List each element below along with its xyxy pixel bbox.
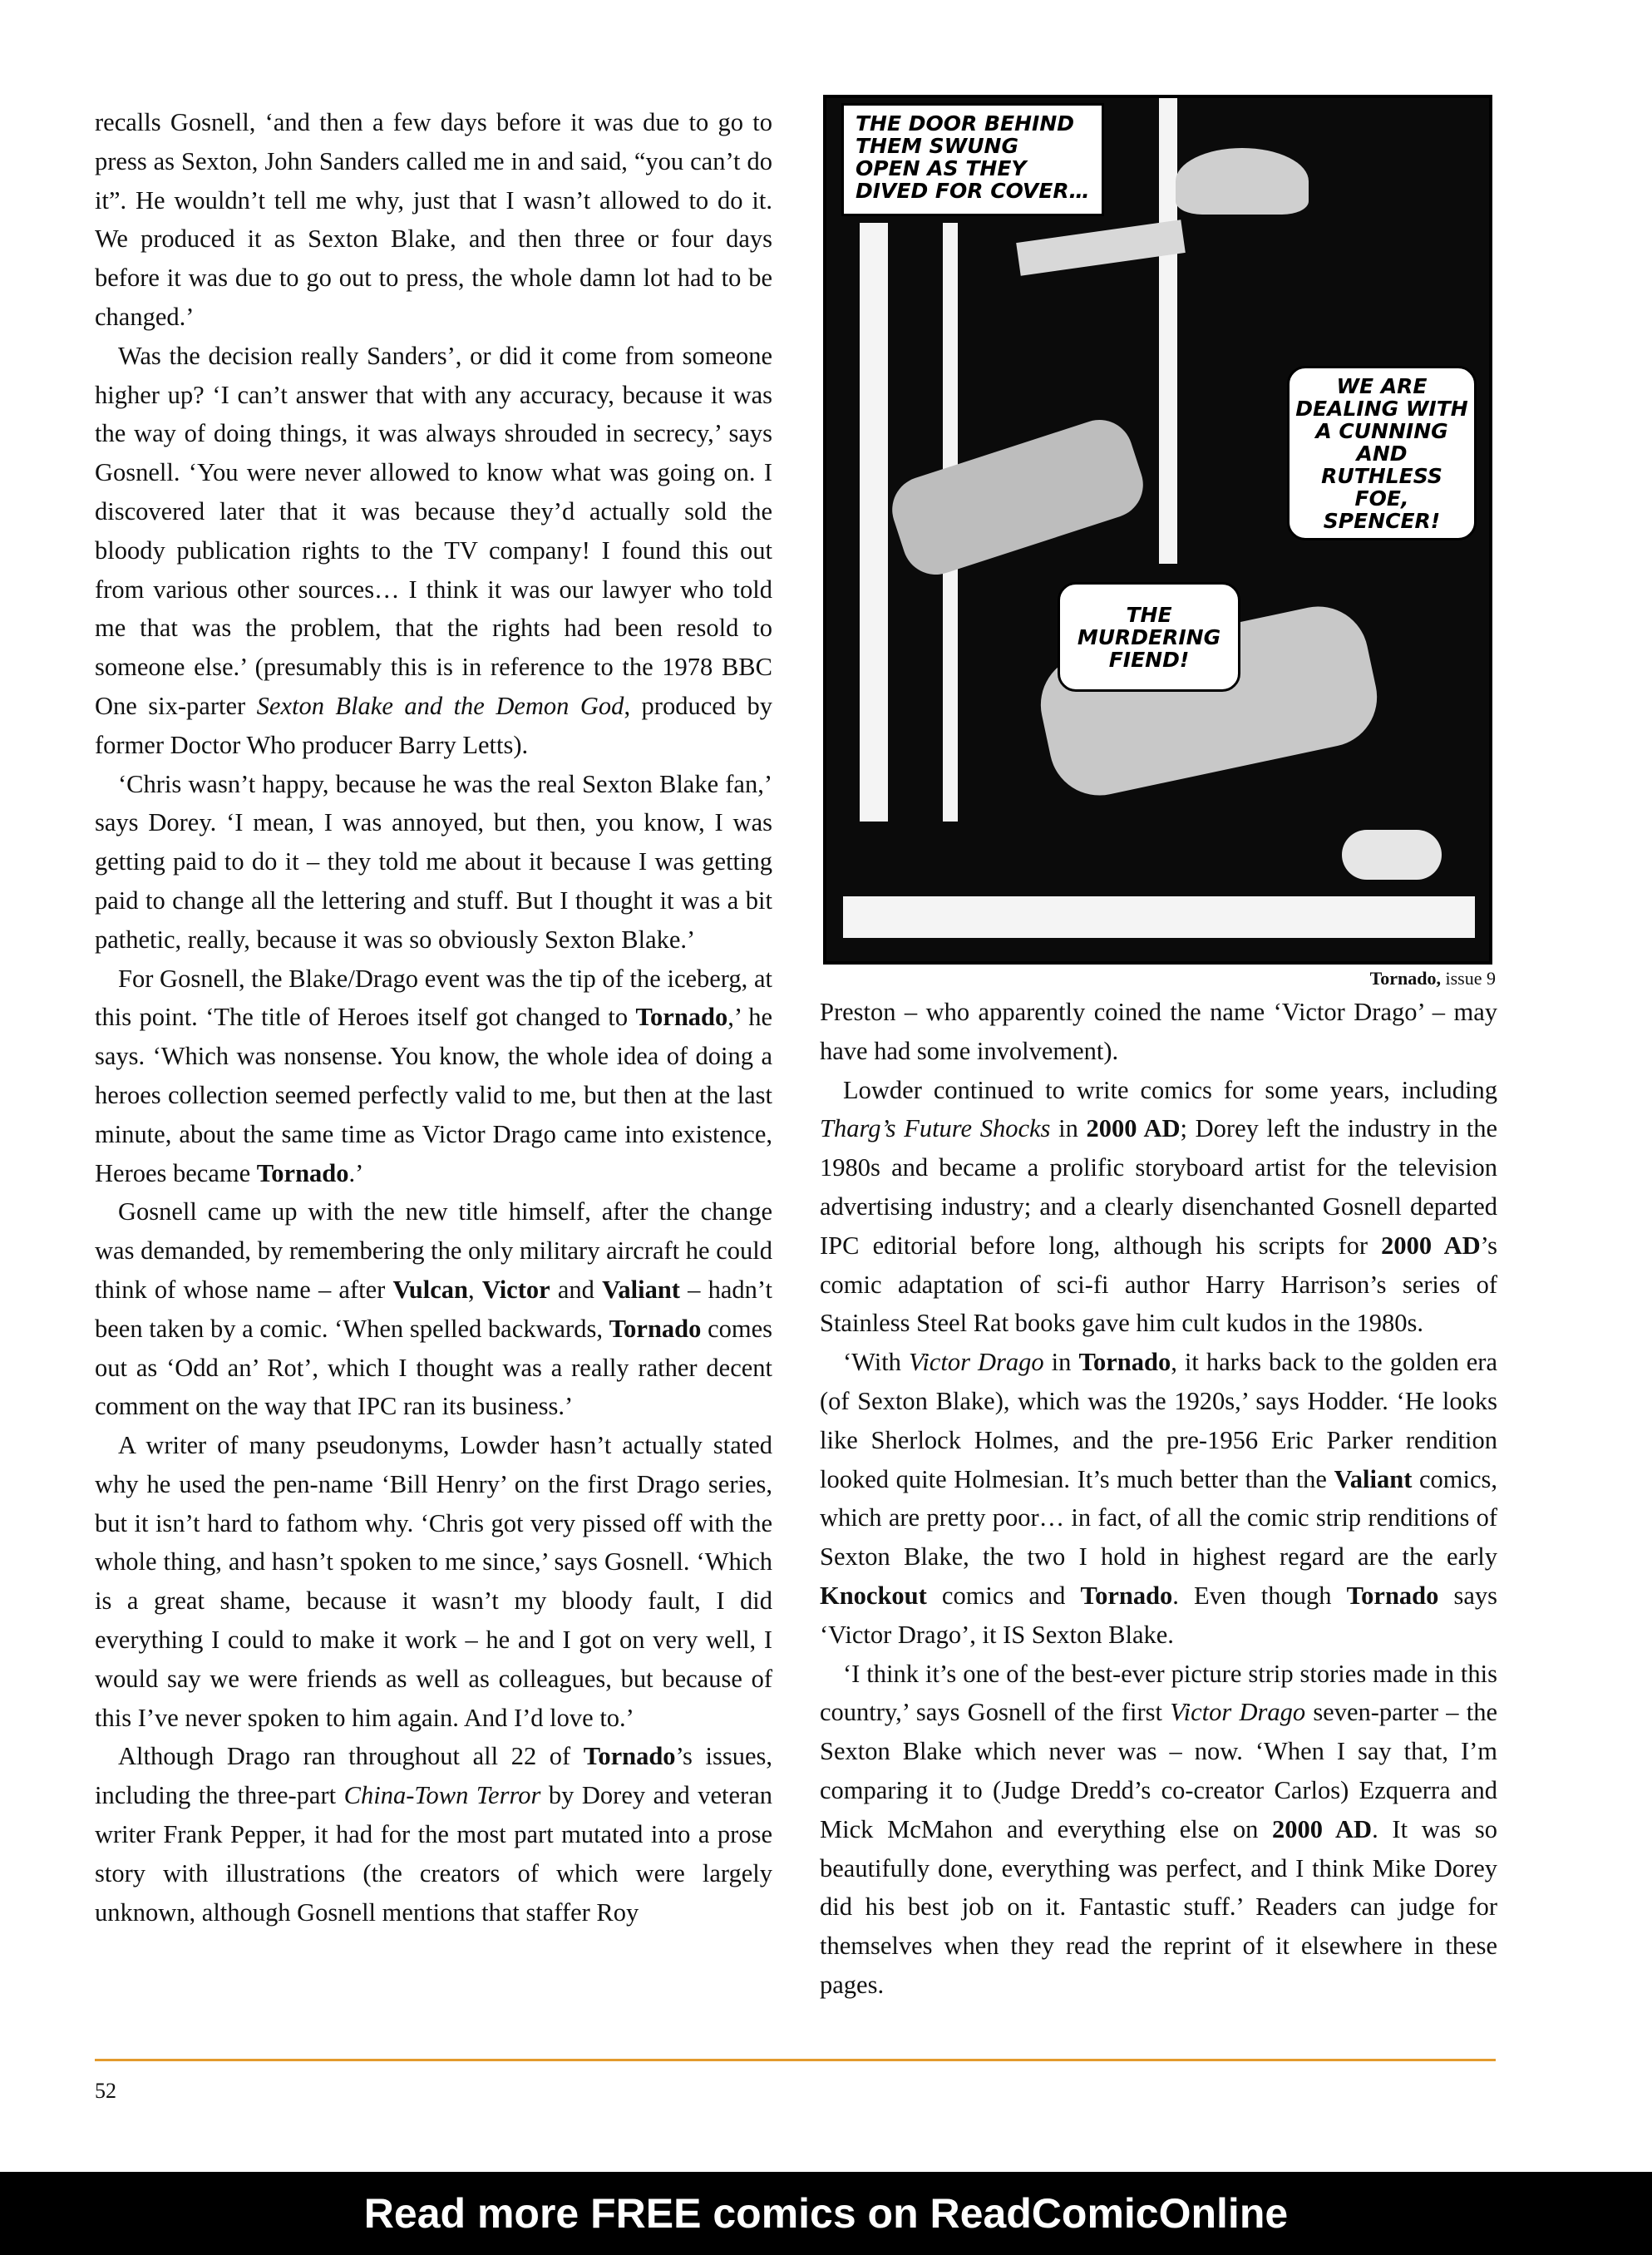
bold-text: 2000 AD <box>1272 1814 1373 1843</box>
bold-text: Knockout <box>820 1581 927 1610</box>
left-text-column <box>95 103 772 1932</box>
bold-text: Tornado <box>583 1742 676 1771</box>
italic-title: Victor Drago <box>1170 1698 1306 1727</box>
figure-leg <box>884 412 1151 584</box>
text-run: in <box>1043 1348 1079 1377</box>
caption-title: Tornado, <box>1369 968 1441 989</box>
text-run: Gosnell came up with the new title himself, after the change was demanded, by remembering the only military aircraft he could think of whose name – after <box>95 1197 772 1304</box>
door-post <box>1159 98 1177 564</box>
right-text-column <box>820 993 1497 2005</box>
bold-text: Tornado <box>635 1003 728 1032</box>
comic-caption-box: THE DOOR BEHIND THEM SWUNG OPEN AS THEY DIVED FOR COVER… <box>841 103 1104 216</box>
bold-text: Tornado <box>1078 1348 1171 1377</box>
text-run: , <box>467 1275 482 1304</box>
paragraph <box>820 1655 1497 2005</box>
paragraph <box>95 337 772 765</box>
text-run: ; Dorey left the industry in the 1980s and became a prolific storyboard artist for the television advertising industry; and a clearly disenchanted Gosnell departed IPC editorial before long, although his scripts for <box>820 1114 1498 1260</box>
bold-text: Tornado <box>609 1314 702 1343</box>
text-run: comics and <box>926 1581 1081 1610</box>
image-caption <box>1370 968 1496 989</box>
door-frame-left <box>860 223 888 822</box>
speech-balloon-text: WE ARE DEALING WITH A CUNNING AND RUTHLESS FOE, SPENCER! <box>1295 373 1468 533</box>
text-run: ’s issues, including the three-part <box>95 1742 772 1810</box>
speech-balloon-1 <box>1287 366 1477 540</box>
paragraph <box>820 993 1497 1071</box>
paragraph <box>95 960 772 1193</box>
speech-balloon-text: THE MURDERING FIEND! <box>1077 602 1221 672</box>
text-run: comes out as ‘Odd an’ Rot’, which I thought was a really rather decent comment on the way that IPC ran its business.’ <box>95 1314 772 1421</box>
text-run: For Gosnell, the Blake/Drago event was the tip of the iceberg, at this point. ‘The title of Heroes itself got changed to <box>95 964 772 1032</box>
paragraph <box>820 1343 1497 1654</box>
text-run: ‘With <box>843 1348 909 1377</box>
text-run: . Even though <box>1172 1581 1347 1610</box>
text-run: ’s comic adaptation of sci-fi author Harry Harrison’s series of Stainless Steel Rat books gave him cult kudos in the 1980s. <box>820 1231 1497 1338</box>
promo-banner-text[interactable]: Read more FREE comics on ReadComicOnline <box>363 2190 1289 2237</box>
paragraph <box>95 1426 772 1737</box>
text-run: ‘Chris wasn’t happy, because he was the real Sexton Blake fan,’ says Dorey. ‘I mean, I was annoyed, but then, you know, I was getting paid to do it – they told me about it because I was getting paid to change all the lettering and stuff. But I thought it was a bit pathetic, really, because it was so obviously Sexton Blake.’ <box>95 769 772 954</box>
bold-text: Victor <box>481 1275 550 1304</box>
page-number: 52 <box>95 2079 116 2103</box>
text-run: Was the decision really Sanders’, or did it come from someone higher up? ‘I can’t answer that with any accuracy, because it was the way of doing things, it was always shrouded in secrecy,’ says Gosnell. ‘You were never allowed to know what was going on. I discovered later that it was because they’d actually sold the bloody publication rights to the TV company! I found this out from various other sources… I think it was our lawyer who told me that was the problem, that the rights had been resold to someone else.’ (presumably this is in reference to the 1978 BBC One six-parter <box>95 341 772 720</box>
italic-title: Tharg’s Future Shocks <box>820 1114 1051 1143</box>
text-run: Although Drago ran throughout all 22 of <box>118 1742 584 1771</box>
bold-text: Vulcan <box>392 1275 468 1304</box>
floor <box>843 896 1475 938</box>
paragraph <box>95 1192 772 1426</box>
text-run: says ‘Victor Drago’, it IS Sexton Blake. <box>820 1581 1497 1649</box>
text-run: – hadn’t been taken by a comic. ‘When spelled backwards, <box>95 1275 773 1343</box>
text-run: .’ <box>348 1158 364 1187</box>
bold-text: Valiant <box>602 1275 680 1304</box>
bold-text: Valiant <box>1334 1464 1413 1493</box>
speech-balloon-2 <box>1058 582 1240 692</box>
paragraph <box>95 103 772 337</box>
bold-text: Tornado <box>1080 1581 1173 1610</box>
italic-title: Sexton Blake and the Demon God <box>256 691 624 720</box>
text-run: seven-parter – the Sexton Blake which never was – now. ‘When I say that, I’m comparing it to (Judge Dredd’s co-creator Carlos) Ezquerra and Mick McMahon and everything else on <box>820 1698 1497 1843</box>
text-run: by Dorey and veteran writer Frank Pepper, it had for the most part mutated into a prose story with illustrations (the creators of which were largely unknown, although Gosnell mentions that staffer Roy <box>95 1781 772 1927</box>
text-run: in <box>1050 1114 1087 1143</box>
text-run: . It was so beautifully done, everything was perfect, and I think Mike Dorey did his best job on it. Fantastic stuff.’ Readers can judge for themselves when they read the reprint of it elsewhere in these pages. <box>820 1814 1497 1999</box>
text-run: ,’ he says. ‘Which was nonsense. You know, the whole idea of doing a heroes collection seemed perfectly valid to me, but then at the last minute, about the same time as Victor Drago came into existence, Heroes became <box>95 1003 772 1187</box>
paragraph <box>95 1737 772 1932</box>
footer-rule <box>95 2059 1496 2061</box>
text-run: A writer of many pseudonyms, Lowder hasn’t actually stated why he used the pen-name ‘Bill Henry’ on the first Drago series, but it isn’t hard to fathom why. ‘Chris got very pissed off with the whole thing, and hasn’t spoken to me since,’ says Gosnell. ‘Which is a great shame, because it wasn’t my bloody fault, I did everything I could to make it work – he and I got on very well, I would say we were friends as well as colleagues, but because of this I’ve never spoken to him again. And I’d love to.’ <box>95 1431 772 1732</box>
caption-detail: issue 9 <box>1441 968 1496 989</box>
promo-banner[interactable] <box>0 2172 1652 2255</box>
bold-text: Tornado <box>1346 1581 1439 1610</box>
paragraph <box>95 765 772 960</box>
text-run: Preston – who apparently coined the name ‘Victor Drago’ – may have had some involvement). <box>820 998 1497 1065</box>
text-run: and <box>550 1275 603 1304</box>
bold-text: Tornado <box>256 1158 349 1187</box>
bold-text: 2000 AD <box>1086 1114 1181 1143</box>
figure-hat <box>1176 148 1309 215</box>
bold-text: 2000 AD <box>1381 1231 1481 1260</box>
paragraph <box>820 1071 1497 1344</box>
text-run: comics, which are pretty poor… in fact, of all the comic strip renditions of Sexton Blake, the two I hold in highest regard are the early <box>820 1464 1497 1572</box>
text-run: recalls Gosnell, ‘and then a few days before it was due to go to press as Sexton, John Sanders called me in and said, “you can’t do it”. He wouldn’t tell me why, just that I wasn’t allowed to do it. We produced it as Sexton Blake, and then three or four days before it was due to go out to press, the whole damn lot had to be changed.’ <box>95 108 772 331</box>
italic-title: Victor Drago <box>908 1348 1044 1377</box>
comic-panel-illustration <box>823 95 1492 965</box>
text-run: , produced by former Doctor Who producer Barry Letts). <box>95 691 773 759</box>
italic-title: China-Town Terror <box>343 1781 541 1810</box>
text-run: Lowder continued to write comics for some years, including <box>843 1075 1497 1104</box>
figure-hand <box>1342 830 1442 880</box>
text-run: , it harks back to the golden era (of Sexton Blake), which was the 1920s,’ says Hodder. ‘He looks like Sherlock Holmes, and the pre-1956 Eric Parker rendition looked quite Holmesian. It’s much better than the <box>820 1348 1497 1493</box>
text-run: ‘I think it’s one of the best-ever picture strip stories made in this country,’ says Gosnell of the first <box>820 1659 1497 1727</box>
